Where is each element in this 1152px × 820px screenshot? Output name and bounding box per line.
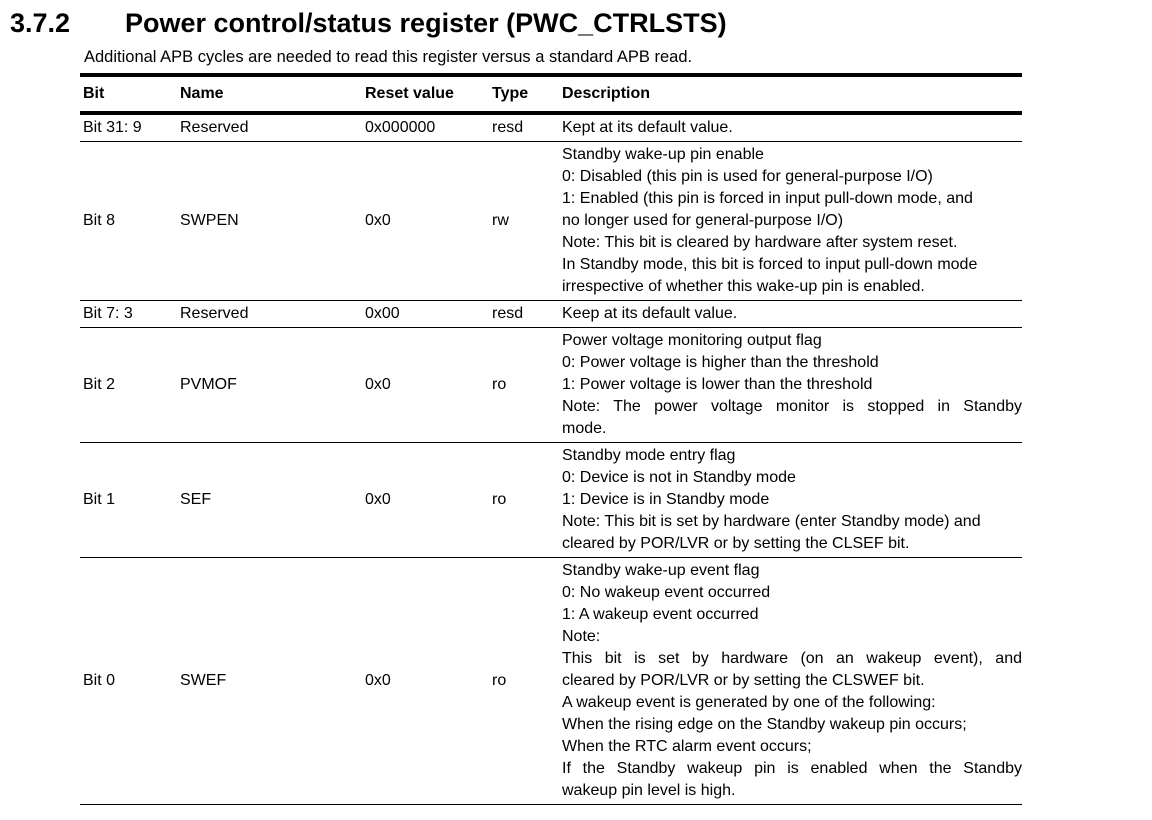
type-cell: resd	[492, 119, 524, 136]
bit-cell: Bit 1	[83, 491, 116, 508]
description-line: 0: Device is not in Standby mode	[562, 469, 796, 486]
description-line: When the rising edge on the Standby wakeup pin occurs;	[562, 716, 967, 733]
reset-value-cell: 0x000000	[365, 119, 436, 136]
type-cell: ro	[492, 376, 507, 393]
table-body	[80, 115, 1022, 805]
description-line: 1: A wakeup event occurred	[562, 606, 759, 623]
description-line: no longer used for general-purpose I/O)	[562, 212, 844, 229]
description-line: If the Standby wakeup pin is enabled when the Standby	[562, 760, 1022, 777]
description-cell	[562, 301, 1022, 327]
description-line: Kept at its default value.	[562, 119, 733, 136]
description-line: Standby wake-up event flag	[562, 562, 760, 579]
description-cell	[562, 142, 1022, 300]
description-line: When the RTC alarm event occurs;	[562, 738, 812, 755]
col-header-type: Type	[492, 85, 529, 102]
description-line: cleared by POR/LVR or by setting the CLSWEF bit.	[562, 672, 925, 689]
description-line: This bit is set by hardware (on an wakeup event), and	[562, 650, 1022, 667]
description-line: 0: No wakeup event occurred	[562, 584, 771, 601]
bit-cell: Bit 31: 9	[83, 119, 142, 136]
reset-value-cell: 0x0	[365, 491, 391, 508]
table-row	[80, 558, 1022, 805]
description-line: Keep at its default value.	[562, 305, 738, 322]
type-cell: ro	[492, 491, 507, 508]
description-line: Power voltage monitoring output flag	[562, 332, 822, 349]
reset-value-cell: 0x0	[365, 376, 391, 393]
section-heading	[0, 0, 1152, 39]
name-cell: PVMOF	[180, 376, 237, 393]
table-row	[80, 115, 1022, 142]
reset-value-cell: 0x0	[365, 212, 391, 229]
name-cell: SWPEN	[180, 212, 239, 229]
reset-value-cell: 0x00	[365, 305, 400, 322]
bit-cell: Bit 7: 3	[83, 305, 133, 322]
description-line: A wakeup event is generated by one of the following:	[562, 694, 936, 711]
page-title: Power control/status register (PWC_CTRLSTS)	[125, 8, 727, 38]
type-cell: rw	[492, 212, 509, 229]
description-line: Note: This bit is cleared by hardware after system reset.	[562, 234, 958, 251]
reset-value-cell: 0x0	[365, 672, 391, 689]
description-line: 1: Power voltage is lower than the threshold	[562, 376, 873, 393]
type-cell: resd	[492, 305, 524, 322]
name-cell: Reserved	[180, 119, 249, 136]
name-cell: SWEF	[180, 672, 227, 689]
description-line: mode.	[562, 420, 607, 437]
table-header-row	[80, 77, 1022, 115]
bit-cell: Bit 8	[83, 212, 116, 229]
description-line: Note: The power voltage monitor is stopped in Standby	[562, 398, 1022, 415]
col-header-name: Name	[180, 85, 224, 102]
table-row	[80, 301, 1022, 328]
type-cell: ro	[492, 672, 507, 689]
description-line: 1: Enabled (this pin is forced in input pull-down mode, and	[562, 190, 973, 207]
description-cell	[562, 558, 1022, 804]
description-line: Note: This bit is set by hardware (enter Standby mode) and	[562, 513, 981, 530]
description-cell	[562, 443, 1022, 557]
description-line: 0: Power voltage is higher than the threshold	[562, 354, 879, 371]
description-line: 0: Disabled (this pin is used for general-purpose I/O)	[562, 168, 933, 185]
description-line: In Standby mode, this bit is forced to input pull-down mode	[562, 256, 978, 273]
description-cell	[562, 328, 1022, 442]
bit-cell: Bit 2	[83, 376, 116, 393]
description-line: Standby mode entry flag	[562, 447, 736, 464]
register-table	[80, 73, 1022, 805]
table-row	[80, 142, 1022, 301]
section-number: 3.7.2	[10, 8, 71, 38]
col-header-bit: Bit	[83, 85, 105, 102]
description-line: irrespective of whether this wake-up pin is enabled.	[562, 278, 925, 295]
bit-cell: Bit 0	[83, 672, 116, 689]
intro-text: Additional APB cycles are needed to read this register versus a standard APB read.	[84, 48, 693, 66]
col-header-description: Description	[562, 85, 651, 102]
description-line: cleared by POR/LVR or by setting the CLSEF bit.	[562, 535, 910, 552]
description-line: wakeup pin level is high.	[562, 782, 736, 799]
table-row	[80, 443, 1022, 558]
description-line: Standby wake-up pin enable	[562, 146, 764, 163]
description-line: 1: Device is in Standby mode	[562, 491, 770, 508]
name-cell: SEF	[180, 491, 212, 508]
name-cell: Reserved	[180, 305, 249, 322]
description-cell	[562, 115, 1022, 141]
col-header-reset-value: Reset value	[365, 85, 454, 102]
description-line: Note:	[562, 628, 601, 645]
table-row	[80, 328, 1022, 443]
